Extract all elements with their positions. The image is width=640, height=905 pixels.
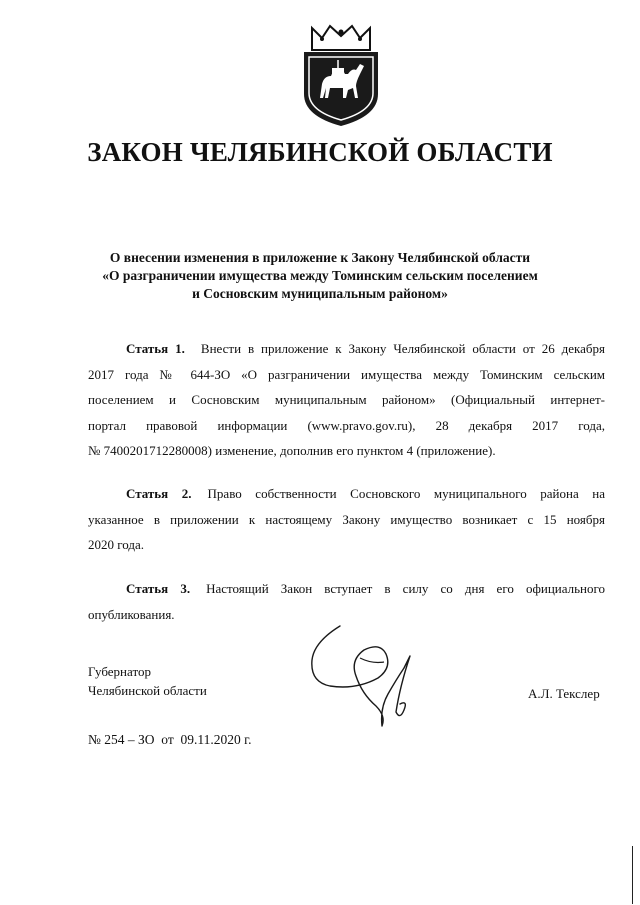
- subtitle-line: «О разграничении имущества между Томинским сельским поселением: [102, 268, 538, 283]
- signatory-name: А.Л. Текслер: [528, 686, 600, 701]
- article-line: № 7400201712280008) изменение, дополнив его пунктом 4 (приложение).: [88, 443, 496, 459]
- article-line: указанное в приложении к настоящему Закону имущество возникает с 15 ноября: [88, 511, 605, 527]
- article-line: поселением и Сосновским муниципальным районом» (Официальный интернет-: [88, 392, 605, 408]
- article-2: [88, 481, 605, 558]
- article-label: Статья 1.: [126, 341, 185, 356]
- article-line: 2020 года.: [88, 537, 145, 553]
- page-edge-line: [632, 846, 633, 904]
- subtitle-line: и Сосновским муниципальным районом»: [192, 286, 448, 301]
- subtitle-line: О внесении изменения в приложение к Закону Челябинской области: [109, 250, 531, 265]
- article-label: Статья 2.: [126, 486, 192, 501]
- article-line: портал правовой информации (www.pravo.gov.ru), 28 декабря 2017 года,: [88, 417, 605, 433]
- law-number-date: № 254 – ЗО от 09.11.2020 г.: [88, 732, 252, 747]
- article-line: Статья 3. Настоящий Закон вступает в силу со дня его официального: [126, 581, 606, 596]
- coat-of-arms-emblem: [298, 24, 384, 128]
- article-line: 2017 года № 644-ЗО «О разграничении имущества между Томинским сельским: [88, 366, 605, 382]
- article-label: Статья 3.: [126, 581, 191, 596]
- law-title: ЗАКОН ЧЕЛЯБИНСКОЙ ОБЛАСТИ: [87, 137, 553, 167]
- law-subtitle: [0, 249, 640, 303]
- article-line: Статья 1. Внести в приложение к Закону Челябинской области от 26 декабря: [126, 341, 605, 356]
- handwritten-signature: [300, 620, 430, 732]
- article-line: опубликования.: [88, 606, 175, 622]
- article-line: Статья 2. Право собственности Сосновского муниципального района на: [126, 486, 606, 501]
- article-1: [88, 336, 605, 464]
- signatory-region: Челябинской области: [88, 683, 207, 698]
- signatory-position: Губернатор: [88, 664, 151, 679]
